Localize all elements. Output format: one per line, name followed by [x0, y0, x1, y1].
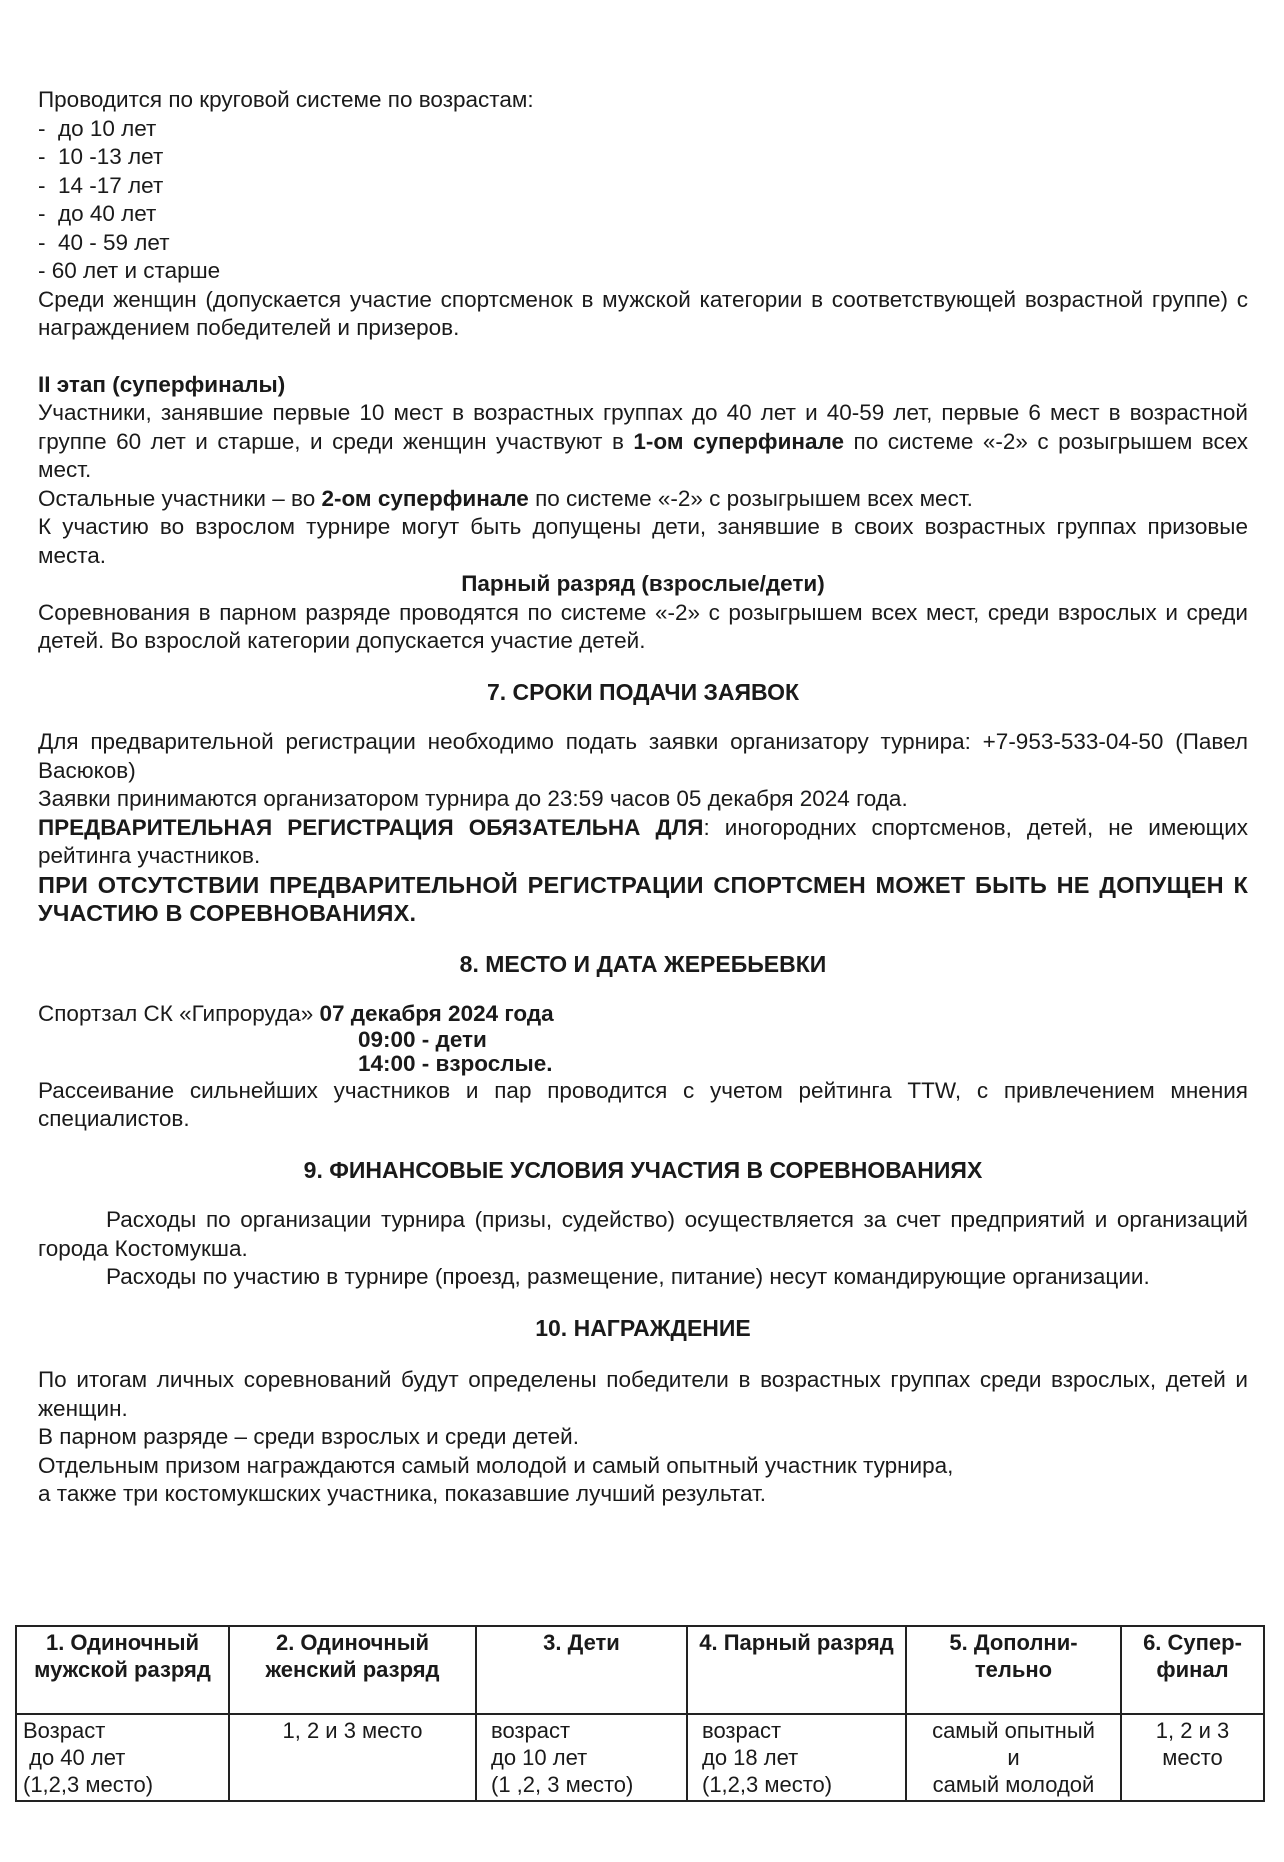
age-group-item: - 10 -13 лет [38, 144, 164, 169]
section-7-paragraph-3 [38, 814, 1248, 871]
section-9-title: 9. ФИНАНСОВЫЕ УСЛОВИЯ УЧАСТИЯ В СОРЕВНОВАНИЯХ [303, 1156, 983, 1183]
cell-line: возраст [491, 1718, 571, 1743]
cell-line: самый молодой [932, 1772, 1095, 1797]
doubles-text: Соревнования в парном разряде проводятся по системе «-2» с розыгрышем всех мест, среди взрослых и среди детей. Во взрослой категории допускается участие детей. [38, 599, 1248, 653]
cell-line: до 40 лет [23, 1745, 126, 1770]
stage2-p2-text-end: по системе «-2» с розыгрышем всех мест. [528, 485, 973, 511]
awards-cell-doubles [687, 1714, 906, 1801]
registration-required-text: : иногородних спортсменов, детей, не имеющих рейтинга участников. [38, 814, 1249, 868]
awards-table [15, 1625, 1265, 1802]
awards-cell-women [229, 1714, 476, 1801]
stage2-paragraph-3: К участию во взрослом турнире могут быть допущены дети, занявшие в своих возрастных группах призовые места. [38, 514, 1248, 568]
stage2-p1-text: Участники, занявшие первые 10 мест в возрастных группах до 40 лет и 40-59 лет, первые 6 мест в возрастной группе 60 лет и старше, и среди женщин участвуют в [38, 400, 1248, 454]
section-8-title: 8. МЕСТО И ДАТА ЖЕРЕБЬЕВКИ [459, 950, 827, 977]
stage2-paragraph-2 [38, 485, 1248, 514]
age-group-item: - до 40 лет [38, 201, 157, 226]
awards-cell-superfinal [1121, 1714, 1264, 1801]
cell-line: Возраст [23, 1718, 106, 1743]
section-9-paragraph-1: Расходы по организации турнира (призы, судейство) осуществляется за счет предприятий и организаций города Костомукша. [38, 1207, 1248, 1261]
awards-header-cell: 5. Дополни-тельно [906, 1626, 1121, 1714]
age-group-item: - 14 -17 лет [38, 172, 164, 198]
stage2-p2-text: Остальные участники – во [38, 485, 322, 511]
round-robin-intro: Проводится по круговой системе по возрастам: [38, 87, 534, 112]
doubles-title: Парный разряд (взрослые/дети) [461, 571, 825, 596]
cell-line: (1,2,3 место) [23, 1772, 154, 1797]
stage2-paragraph-1 [38, 399, 1248, 485]
section-10-paragraph-1: По итогам личных соревнований будут определены победители в возрастных группах среди взрослых, детей и женщин. [38, 1367, 1248, 1421]
age-group-item: - до 10 лет [38, 115, 157, 141]
awards-header-cell: 2. Одиночный женский разряд [229, 1626, 476, 1714]
cell-line: место [1162, 1745, 1223, 1770]
registration-required-label: ПРЕДВАРИТЕЛЬНАЯ РЕГИСТРАЦИЯ ОБЯЗАТЕЛЬНА ДЛЯ [38, 814, 704, 840]
cell-line: самый опытный [932, 1718, 1095, 1743]
cell-line: до 18 лет [702, 1745, 799, 1770]
cell-line: (1 ,2, 3 место) [491, 1772, 634, 1797]
section-10-paragraph-4: а также три костомукшских участника, показавшие лучший результат. [38, 1481, 767, 1506]
women-note: Среди женщин (допускается участие спортсменок в мужской категории в соответствующей возрастной группе) с награждением победителей и призеров. [38, 286, 1248, 340]
section-7-title: 7. СРОКИ ПОДАЧИ ЗАЯВОК [486, 678, 800, 705]
awards-table-row [16, 1714, 1264, 1801]
awards-header-cell: 4. Парный разряд [687, 1626, 906, 1714]
cell-line: (1,2,3 место) [702, 1772, 833, 1797]
awards-header-cell: 1. Одиночный мужской разряд [16, 1626, 229, 1714]
cell-line: 1, 2 и 3 место [282, 1718, 423, 1743]
awards-cell-children [476, 1714, 687, 1801]
cell-line: 1, 2 и 3 [1155, 1718, 1230, 1743]
section-10-paragraph-3: Отдельным призом награждаются самый молодой и самый опытный участник турнира, [38, 1452, 954, 1478]
section-9-paragraph-2: Расходы по участию в турнире (проезд, размещение, питание) несут командирующие организации. [106, 1264, 1150, 1289]
awards-cell-additional [906, 1714, 1121, 1801]
draw-venue: Спортзал СК «Гипроруда» [38, 1001, 320, 1026]
cell-line: возраст [702, 1718, 782, 1743]
section-10-paragraph-2: В парном разряде – среди взрослых и среди детей. [38, 1424, 579, 1449]
section-7-paragraph-2: Заявки принимаются организатором турнира до 23:59 часов 05 декабря 2024 года. [38, 786, 908, 811]
cell-line: до 10 лет [491, 1745, 588, 1770]
age-group-item: - 60 лет и старше [38, 258, 221, 283]
registration-warning: ПРИ ОТСУТСТВИИ ПРЕДВАРИТЕЛЬНОЙ РЕГИСТРАЦИИ СПОРТСМЕН МОЖЕТ БЫТЬ НЕ ДОПУЩЕН К УЧАСТИЮ В СОРЕВНОВАНИЯХ. [38, 871, 1248, 926]
superfinal-2-label: 2-ом суперфинале [321, 485, 529, 511]
draw-time-adults: 14:00 - взрослые. [358, 1050, 553, 1076]
age-group-item: - 40 - 59 лет [38, 229, 170, 255]
section-10-title: 10. НАГРАЖДЕНИЕ [535, 1314, 751, 1341]
superfinal-1-label: 1-ом суперфинале [633, 428, 845, 454]
seeding-note: Рассеивание сильнейших участников и пар проводится с учетом рейтинга TTW, с привлечением мнения специалистов. [38, 1077, 1248, 1131]
awards-cell-men [16, 1714, 229, 1801]
awards-header-cell: 3. Дети [476, 1626, 687, 1714]
awards-header-cell: 6. Супер-финал [1121, 1626, 1264, 1714]
cell-line: и [1007, 1745, 1020, 1770]
draw-venue-line [38, 1000, 1248, 1029]
awards-table-header-row [16, 1626, 1264, 1714]
draw-date: 07 декабря 2024 года [319, 1001, 554, 1026]
section-7-paragraph-1: Для предварительной регистрации необходимо подать заявки организатору турнира: +7-953-533-04-50 (Павел Васюков) [38, 729, 1248, 783]
document-page [38, 86, 1248, 1509]
draw-time-children: 09:00 - дети [358, 1026, 487, 1052]
stage2-title: II этап (суперфиналы) [38, 371, 286, 397]
stage2-p1-text-end: по системе «-2» с розыгрышем всех мест. [38, 428, 1249, 482]
